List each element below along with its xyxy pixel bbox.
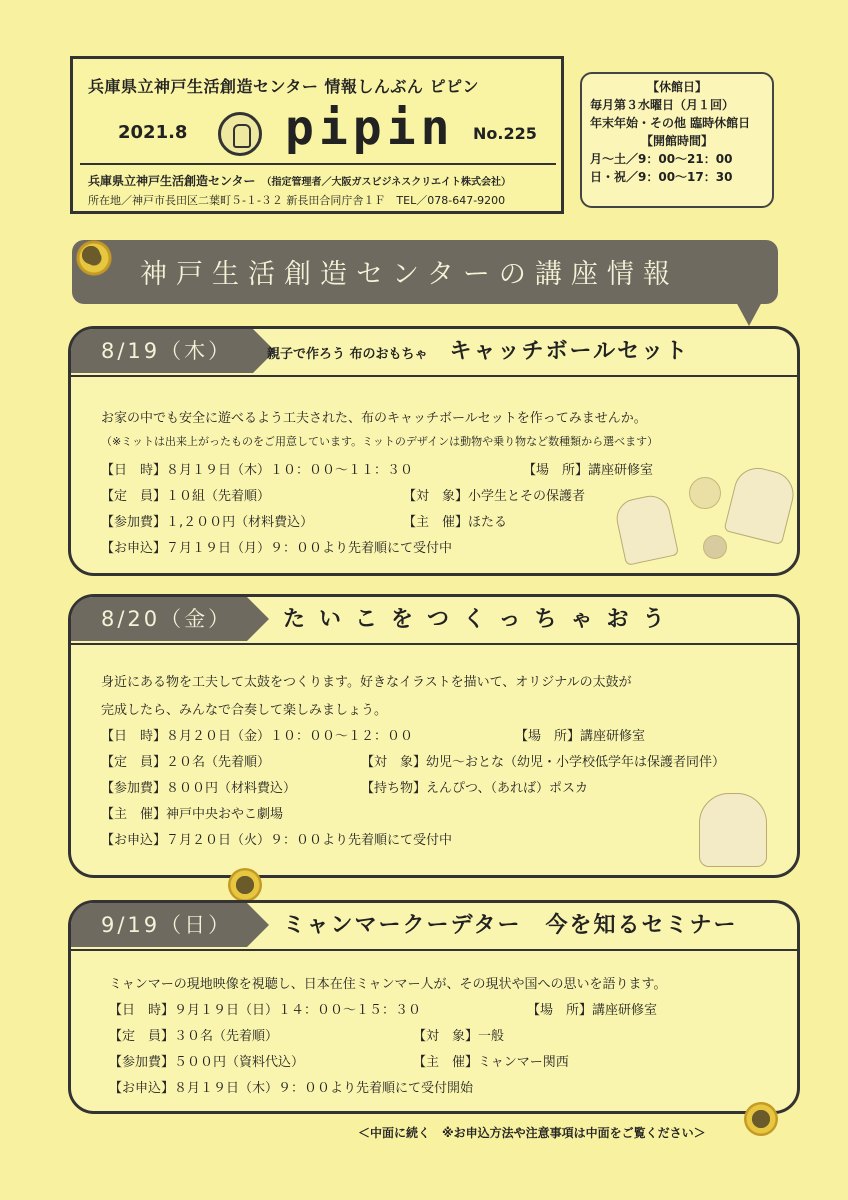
event-target: 【対 象】一般 [413,1029,505,1044]
event-place: 【場 所】講座研修室 [515,729,646,744]
event-description: お家の中でも安全に遊べるよう工夫された、布のキャッチボールセットを作ってみませんか。 [101,411,647,426]
event-card-myanmar [68,900,800,1114]
event-apply: 【お申込】７月２０日（火）９：００より先着順にて受付中 [101,833,453,848]
sunflower-icon [74,238,114,278]
event-title: たいこをつくっちゃおう [283,607,679,632]
event-apply: 【お申込】８月１９日（木）９：００より先着順にて受付開始 [109,1081,474,1096]
closed-days-label: 【休館日】 [646,80,707,94]
event-description: ミャンマーの現地映像を視聴し、日本在住ミャンマー人が、その現状や国への思いを語ります。 [109,977,667,992]
cloth-ball-image [689,477,721,509]
cloth-mitt-image [723,463,798,545]
event-date-tab: 8/19（木） [71,329,253,373]
event-note: （※ミットは出来上がったものをご用意しています。ミットのデザインは動物や乗り物など数種類から選べます） [101,435,659,448]
event-title-row [267,329,689,373]
event-target: 【対 象】幼児〜おとな（幼児・小学校低学年は保護者同伴） [361,755,726,770]
event-title-divider [71,643,797,645]
banner-title: 神戸生活創造センターの講座情報 [140,259,679,290]
event-apply: 【お申込】７月１９日（月）９：００より先着順にて受付中 [101,541,453,556]
event-host: 【主 催】ミャンマー関西 [413,1055,569,1070]
event-description-2: 完成したら、みんなで合奏して楽しみましょう。 [101,703,388,718]
cloth-ball-image [703,535,727,559]
hours-box [580,72,774,208]
event-description: 身近にある物を工夫して太鼓をつくります。好きなイラストを描いて、オリジナルの太鼓が [101,675,632,690]
event-place: 【場 所】講座研修室 [527,1003,658,1018]
continued-note: ＜中面に続く ※お申込方法や注意事項は中面をご覧ください＞ [358,1126,706,1140]
opening-hours-2: 日・祝／9：00〜17：30 [590,170,733,184]
event-items: 【持ち物】えんぴつ、（あれば）ポスカ [361,781,588,796]
event-target: 【対 象】小学生とその保護者 [403,489,586,504]
event-title-divider [71,949,797,951]
event-place: 【場 所】講座研修室 [523,463,654,478]
sunflower-icon [744,1102,778,1136]
event-card-drum [68,594,800,878]
event-host: 【主 催】神戸中央おやこ劇場 [101,807,284,822]
center-logo-icon [218,112,262,156]
center-name: 兵庫県立神戸生活創造センター [88,174,256,188]
cloth-mitt-image [613,492,679,566]
event-datetime: 【日 時】８月１９日（木）１０：００〜１１：３０ [101,463,414,478]
event-datetime: 【日 時】８月２０日（金）１０：００〜１２：００ [101,729,414,744]
event-card-catchball [68,326,800,576]
sunflower-icon [228,868,262,902]
center-address: 所在地／神戸市長田区二葉町５-１-３２ 新長田合同庁舎１Ｆ TEL／078-647-9200 [88,194,506,207]
issue-date: 2021.8 [118,122,188,143]
banner-pointer [735,300,763,326]
event-fee: 【参加費】５００円（資料代込） [109,1055,305,1070]
closed-days-1: 毎月第３水曜日（月１回） [590,98,735,112]
event-capacity: 【定 員】１０組（先着順） [101,489,271,504]
event-date-tab: 8/20（金） [71,597,247,641]
handmade-drum-image [699,793,767,867]
event-host: 【主 催】ほたる [403,515,508,530]
header-divider [80,163,556,165]
opening-hours-label: 【開館時間】 [640,134,713,148]
event-title-divider [71,375,797,377]
opening-hours-1: 月〜土／9：00〜21：00 [590,152,733,166]
event-capacity: 【定 員】３０名（先着順） [109,1029,279,1044]
event-date-tab: 9/19（日） [71,903,247,947]
masthead-logotype: pipin [285,100,455,156]
event-capacity: 【定 員】２０名（先着順） [101,755,271,770]
manager-info: （指定管理者／大阪ガスビジネスクリエイト株式会社） [261,177,512,188]
event-title: ミャンマークーデター 今を知るセミナー [283,913,738,938]
event-datetime: 【日 時】９月１９日（日）１４：００〜１５：３０ [109,1003,422,1018]
closed-days-2: 年末年始・その他 臨時休館日 [590,116,751,130]
event-subtitle: 親子で作ろう 布のおもちゃ [267,347,428,362]
event-fee: 【参加費】１,２００円（材料費込） [101,515,314,530]
newsletter-title: 兵庫県立神戸生活創造センター 情報しんぶん ピピン [88,77,480,96]
event-title: キャッチボールセット [449,339,690,364]
event-fee: 【参加費】８００円（材料費込） [101,781,297,796]
issue-number: No.225 [473,124,537,143]
center-name-line [88,172,511,189]
